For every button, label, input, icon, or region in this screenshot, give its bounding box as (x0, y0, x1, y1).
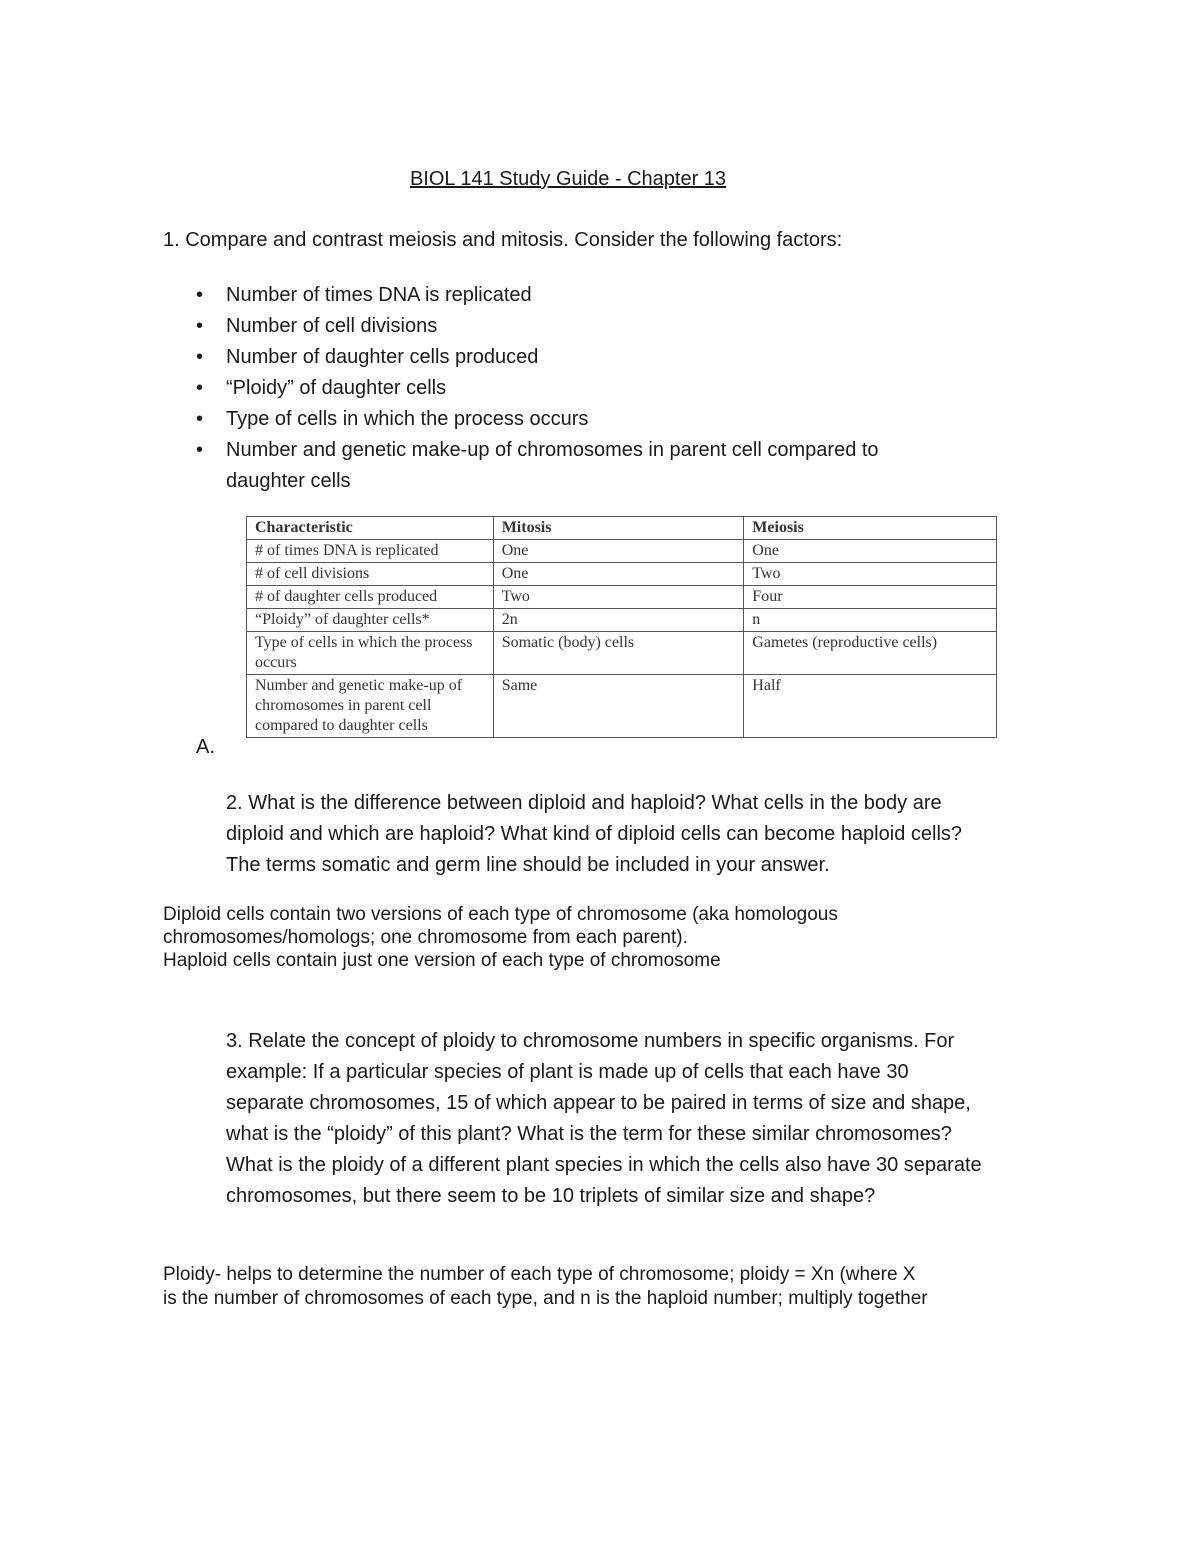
table-cell: Same (493, 675, 744, 738)
table-cell: Somatic (body) cells (493, 632, 744, 675)
question-3-answer (163, 1263, 983, 1311)
list-item: • Type of cells in which the process occurs (190, 404, 910, 435)
table-row (247, 586, 997, 609)
list-item: • “Ploidy” of daughter cells (190, 373, 910, 404)
header-meiosis: Meiosis (744, 517, 997, 540)
table-cell: # of daughter cells produced (247, 586, 494, 609)
table-cell: Gametes (reproductive cells) (744, 632, 997, 675)
header-mitosis: Mitosis (493, 517, 744, 540)
answer-label-a: A. (196, 736, 215, 758)
page-title: BIOL 141 Study Guide - Chapter 13 (409, 168, 727, 190)
answer-line: Diploid cells contain two versions of each type of chromosome (aka homologous chromosomes/homologs; one chromosome from each parent). (163, 904, 838, 948)
table-cell: One (493, 540, 744, 563)
list-item: • Number and genetic make-up of chromosomes in parent cell compared to daughter cells (190, 435, 910, 497)
table-cell: n (744, 609, 997, 632)
question-1-prompt: 1. Compare and contrast meiosis and mitosis. Consider the following factors: (163, 229, 843, 251)
question-2-prompt: 2. What is the difference between diploid and haploid? What cells in the body are diploid and which are haploid? What kind of diploid cells can become haploid cells? The terms somatic and germ line should be included in your answer. (226, 792, 963, 876)
header-characteristic: Characteristic (247, 517, 494, 540)
answer-line: is the number of chromosomes of each type, and n is the haploid number; multiply together (163, 1288, 928, 1309)
list-item: • Number of times DNA is replicated (190, 280, 910, 311)
table-cell: Half (744, 675, 997, 738)
table-cell: One (493, 563, 744, 586)
table-header-row (247, 517, 997, 540)
table-cell: “Ploidy” of daughter cells* (247, 609, 494, 632)
table-cell: # of cell divisions (247, 563, 494, 586)
factor-list (190, 280, 910, 497)
table-row (247, 632, 997, 675)
table-row (247, 563, 997, 586)
table-cell: Two (744, 563, 997, 586)
list-item: • Number of daughter cells produced (190, 342, 910, 373)
comparison-table (246, 516, 997, 738)
table-cell: One (744, 540, 997, 563)
table-cell: # of times DNA is replicated (247, 540, 494, 563)
answer-line: Haploid cells contain just one version of each type of chromosome (163, 950, 721, 971)
table-cell: 2n (493, 609, 744, 632)
list-item: • Number of cell divisions (190, 311, 910, 342)
question-2-answer (163, 903, 963, 972)
table-row (247, 540, 997, 563)
table-cell: Four (744, 586, 997, 609)
question-3-prompt: 3. Relate the concept of ploidy to chromosome numbers in specific organisms. For example: If a particular species of plant is made up of cells that each have 30 separate chromosomes, 15 of which appear to be paired in terms of size and shape, what is the “ploidy” of this plant? What is the term for these similar chromosomes? What is the ploidy of a different plant species in which the cells also have 30 separate chromosomes, but there seem to be 10 triplets of similar size and shape? (226, 1030, 982, 1207)
table-row (247, 609, 997, 632)
table-cell: Type of cells in which the process occurs (247, 632, 494, 675)
table-row (247, 675, 997, 738)
table-cell: Number and genetic make-up of chromosomes in parent cell compared to daughter cells (247, 675, 494, 738)
answer-line: Ploidy- helps to determine the number of each type of chromosome; ploidy = Xn (where X (163, 1264, 916, 1285)
table-cell: Two (493, 586, 744, 609)
